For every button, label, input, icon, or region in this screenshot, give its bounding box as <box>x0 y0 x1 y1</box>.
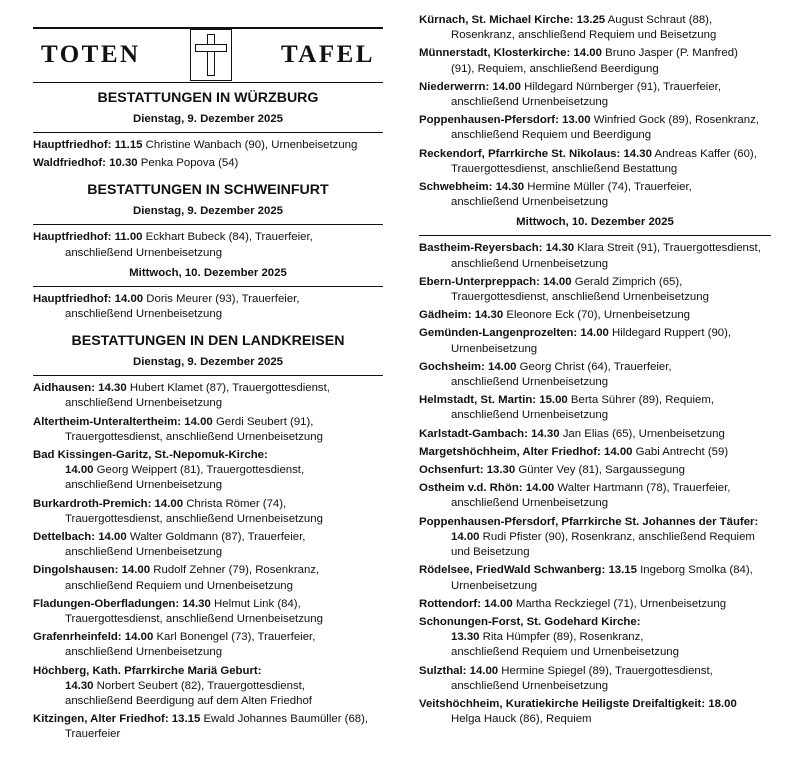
entry-place-time: Ebern-Unterpreppach: 14.00 <box>419 275 572 288</box>
section-heading-landkreise: BESTATTUNGEN IN DEN LANDKREISEN <box>71 333 345 350</box>
entry-place-time: Hauptfriedhof: 14.00 <box>33 292 144 305</box>
entry-place-time: Poppenhausen-Pfersdorf: 13.00 <box>419 114 591 127</box>
entry-text: Rudolf Zehner (79), Rosenkranz, <box>150 564 320 577</box>
date-heading: Mittwoch, 10. Dezember 2025 <box>33 264 383 287</box>
entry-continuation <box>33 679 383 694</box>
entry-place-time: Reckendorf, Pfarrkirche St. Nikolaus: 14.30 <box>419 147 652 160</box>
entry-text: anschließend Urnenbeisetzung <box>65 308 223 321</box>
date-heading: Mittwoch, 10. Dezember 2025 <box>419 213 771 236</box>
entry-text: Ingeborg Smolka (84), <box>636 564 753 577</box>
obituary-entry <box>419 463 771 478</box>
section-heading-schweinfurt: BESTATTUNGEN IN SCHWEINFURT <box>87 182 329 199</box>
obituary-entry <box>419 563 771 593</box>
entry-time: 14.30 <box>65 679 94 692</box>
section-heading-wuerzburg: BESTATTUNGEN IN WÜRZBURG <box>97 90 319 106</box>
entry-text: Eleonore Eck (70), Urnenbeisetzung <box>503 309 690 322</box>
entry-place-time: Dingolshausen: 14.00 <box>33 564 151 577</box>
entry-continuation <box>419 28 771 43</box>
entry-place-time: Gochsheim: 14.00 <box>419 360 517 373</box>
entry-place-time: Gemünden-Langenprozelten: 14.00 <box>419 327 609 340</box>
entry-place-time: Margetshöchheim, Alter Friedhof: 14.00 <box>419 445 633 458</box>
entry-text: Ewald Johannes Baumüller (68), <box>200 713 369 726</box>
entry-text: anschließend Urnenbeisetzung <box>65 246 223 259</box>
entry-time: 14.00 <box>451 530 480 543</box>
entry-text: anschließend Urnenbeisetzung <box>451 376 609 389</box>
entry-text: anschließend Urnenbeisetzung <box>65 546 223 559</box>
obituary-entry <box>33 448 383 494</box>
obituary-entry <box>419 13 771 43</box>
entry-text: Klara Streit (91), Trauergottesdienst, <box>574 242 761 255</box>
entry-text: Karl Bonengel (73), Trauerfeier, <box>153 631 316 644</box>
entry-continuation <box>33 463 383 478</box>
obituary-entry <box>419 697 771 727</box>
entry-continuation <box>419 162 771 177</box>
obituary-entry <box>33 664 383 710</box>
entry-continuation <box>419 290 771 305</box>
entry-text: anschließend Urnenbeisetzung <box>451 497 609 510</box>
obituary-entry <box>33 630 383 660</box>
entry-place-time: Veitshöchheim, Kuratiekirche Heiligste Dreifaltigkeit: 18.00 <box>419 697 737 710</box>
entry-text: anschließend Urnenbeisetzung <box>65 646 223 659</box>
obituary-entry <box>33 530 383 560</box>
entry-text: Hubert Klamet (87), Trauergottesdienst, <box>126 382 330 395</box>
entry-continuation <box>33 430 383 445</box>
entry-text: Christine Wanbach (90), Urnenbeisetzung <box>142 139 358 151</box>
obituary-entry <box>419 360 771 390</box>
entry-place-time: Hauptfriedhof: 11.00 <box>33 231 143 244</box>
entry-text: Hermine Spiegel (89), Trauergottesdienst, <box>498 664 713 677</box>
entry-time: 14.00 <box>65 464 94 477</box>
obituary-entry <box>419 80 771 110</box>
entry-text: Helmut Link (84), <box>210 597 301 610</box>
date-heading: Dienstag, 9. Dezember 2025 <box>33 110 383 133</box>
obituary-entry <box>33 563 383 593</box>
entry-place-time: Burkardroth-Premich: 14.00 <box>33 497 184 510</box>
cross-icon <box>190 29 232 81</box>
entry-text: Trauergottesdienst, anschließend Urnenbeisetzung <box>65 512 323 525</box>
entry-continuation <box>419 679 771 694</box>
entry-continuation <box>33 246 383 261</box>
entry-text: Trauergottesdienst, anschließend Urnenbeisetzung <box>451 291 709 304</box>
entry-text: Winfried Gock (89), Rosenkranz, <box>590 114 759 127</box>
entry-text: anschließend Requiem und Urnenbeisetzung <box>65 579 293 592</box>
entry-continuation <box>33 579 383 594</box>
entry-place-time: Fladungen-Oberfladungen: 14.30 <box>33 597 211 610</box>
entry-continuation <box>419 375 771 390</box>
entry-text: Georg Christ (64), Trauerfeier, <box>516 360 672 373</box>
entry-place-time: Schonungen-Forst, St. Godehard Kirche: <box>419 615 641 628</box>
obituary-entry <box>33 156 383 171</box>
entry-place-time: Gädheim: 14.30 <box>419 309 504 322</box>
entry-continuation <box>419 530 771 545</box>
obituary-entry <box>419 615 771 661</box>
entry-continuation <box>419 342 771 357</box>
masthead-rule-bottom <box>33 82 383 84</box>
entry-time: 13.30 <box>451 631 480 644</box>
entry-list-landkreise-right-2 <box>419 241 771 727</box>
entry-place-time: Sulzthal: 14.00 <box>419 664 499 677</box>
entry-continuation <box>419 496 771 511</box>
entry-continuation <box>33 645 383 660</box>
entry-text: anschließend Requiem und Beerdigung <box>451 129 652 142</box>
entry-place-time: Altertheim-Unteraltertheim: 14.00 <box>33 415 213 428</box>
entry-text: Bruno Jasper (P. Manfred) <box>601 47 738 60</box>
entry-continuation <box>419 579 771 594</box>
entry-continuation <box>419 630 771 645</box>
obituary-entry <box>419 427 771 442</box>
masthead-word-left: TOTEN <box>33 47 149 62</box>
entry-text: Norbert Seubert (82), Trauergottesdienst, <box>93 679 305 692</box>
entry-place-time: Höchberg, Kath. Pfarrkirche Mariä Geburt: <box>33 664 262 677</box>
entry-list-schweinfurt-2 <box>33 292 383 322</box>
entry-text: Penka Popova (54) <box>137 157 239 170</box>
obituary-entry <box>419 597 771 612</box>
entry-continuation: anschließend Beerdigung auf dem Alten Friedhof <box>65 695 312 708</box>
obituary-entry <box>419 481 771 511</box>
entry-place-time: Ochsenfurt: 13.30 <box>419 464 516 477</box>
entry-continuation: anschließend Urnenbeisetzung <box>65 479 223 492</box>
entry-text: Andreas Kaffer (60), <box>651 147 757 160</box>
obituary-entry <box>419 241 771 271</box>
obituary-entry <box>33 230 383 260</box>
entry-continuation <box>33 396 383 411</box>
entry-text: Trauergottesdienst, anschließend Urnenbeisetzung <box>65 613 323 626</box>
entry-text: Eckhart Bubeck (84), Trauerfeier, <box>142 231 313 244</box>
entry-text: Doris Meurer (93), Trauerfeier, <box>143 292 300 305</box>
entry-text: Rita Hümpfer (89), Rosenkranz, <box>479 631 644 644</box>
entry-text: anschließend Urnenbeisetzung <box>65 397 223 410</box>
obituary-entry <box>419 147 771 177</box>
entry-continuation <box>419 712 771 727</box>
entry-text: Georg Weippert (81), Trauergottesdienst, <box>93 464 305 477</box>
obituary-entry <box>419 393 771 423</box>
entry-place-time: Kürnach, St. Michael Kirche: 13.25 <box>419 14 606 26</box>
entry-continuation <box>419 128 771 143</box>
entry-text: Trauergottesdienst, anschließend Urnenbeisetzung <box>65 430 323 443</box>
entry-text: anschließend Urnenbeisetzung <box>451 679 609 692</box>
masthead-word-right: TAFEL <box>273 47 383 62</box>
entry-list-schweinfurt-1 <box>33 230 383 260</box>
entry-text: Hermine Müller (74), Trauerfeier, <box>524 181 692 194</box>
entry-place-time: Karlstadt-Gambach: 14.30 <box>419 427 560 440</box>
masthead <box>33 24 383 86</box>
entry-place-time: Aidhausen: 14.30 <box>33 382 127 395</box>
entry-text: Gabi Antrecht (59) <box>632 445 729 458</box>
entry-text: Christa Römer (74), <box>183 497 287 510</box>
entry-text: Hildegard Nürnberger (91), Trauerfeier, <box>520 80 722 93</box>
entry-text: anschließend Urnenbeisetzung <box>451 96 609 109</box>
entry-text: Rosenkranz, anschließend Requiem und Beisetzung <box>451 29 717 42</box>
entry-place-time: Rottendorf: 14.00 <box>419 597 513 610</box>
entry-place-time: Hauptfriedhof: 11.15 <box>33 139 143 151</box>
entry-continuation <box>419 62 771 77</box>
entry-text: Martha Reckziegel (71), Urnenbeisetzung <box>512 597 727 610</box>
entry-text: Gerdi Seubert (91), <box>212 415 314 428</box>
entry-continuation <box>419 95 771 110</box>
obituary-entry <box>419 275 771 305</box>
entry-continuation <box>33 727 383 742</box>
entry-place-time: Bastheim-Reyersbach: 14.30 <box>419 242 575 255</box>
entry-continuation <box>419 257 771 272</box>
obituary-entry <box>419 308 771 323</box>
entry-text: Trauerfeier <box>65 728 121 741</box>
obituary-entry <box>33 415 383 445</box>
entry-place-time: Poppenhausen-Pfersdorf, Pfarrkirche St. Johannes der Täufer: <box>419 515 759 528</box>
entry-text: anschließend Urnenbeisetzung <box>451 196 609 209</box>
obituary-entry <box>33 712 383 742</box>
entry-text: Günter Vey (81), Sargaussegung <box>515 464 685 477</box>
entry-place-time: Münnerstadt, Klosterkirche: 14.00 <box>419 47 602 60</box>
entry-place-time: Waldfriedhof: 10.30 <box>33 157 138 170</box>
left-column <box>33 0 383 746</box>
entry-continuation <box>419 408 771 423</box>
entry-text: Urnenbeisetzung <box>451 579 538 592</box>
entry-text: Gerald Zimprich (65), <box>571 275 683 288</box>
entry-text: anschließend Urnenbeisetzung <box>451 257 609 270</box>
entry-place-time: Rödelsee, FriedWald Schwanberg: 13.15 <box>419 564 637 577</box>
date-heading: Dienstag, 9. Dezember 2025 <box>33 353 383 376</box>
entry-place-time: Bad Kissingen-Garitz, St.-Nepomuk-Kirche: <box>33 449 268 462</box>
obituary-entry <box>419 180 771 210</box>
obituary-entry <box>419 46 771 76</box>
entry-list-landkreise-left <box>33 381 383 742</box>
entry-text: Jan Elias (65), Urnenbeisetzung <box>559 427 725 440</box>
entry-list-wuerzburg <box>33 138 383 171</box>
obituary-entry <box>33 381 383 411</box>
entry-place-time: Ostheim v.d. Rhön: 14.00 <box>419 482 555 495</box>
obituary-entry <box>419 326 771 356</box>
right-column <box>419 0 771 730</box>
entry-list-landkreise-right-1 <box>419 13 771 210</box>
entry-place-time: Grafenrheinfeld: 14.00 <box>33 631 154 644</box>
entry-text: Walter Hartmann (78), Trauerfeier, <box>554 482 731 495</box>
obituary-entry <box>33 292 383 322</box>
obituary-entry <box>33 497 383 527</box>
date-heading: Dienstag, 9. Dezember 2025 <box>33 202 383 225</box>
entry-text: Berta Sührer (89), Requiem, <box>567 394 715 407</box>
entry-place-time: Dettelbach: 14.00 <box>33 531 127 544</box>
obituary-entry <box>33 138 383 153</box>
obituary-entry <box>419 113 771 143</box>
entry-continuation <box>33 307 383 322</box>
obituary-entry <box>419 664 771 694</box>
entry-text: Helga Hauck (86), Requiem <box>451 713 592 726</box>
entry-continuation <box>33 545 383 560</box>
entry-text: August Schraut (88), <box>605 14 713 26</box>
entry-place-time: Schwebheim: 14.30 <box>419 181 525 194</box>
entry-continuation <box>33 612 383 627</box>
obituary-entry <box>419 515 771 561</box>
obituary-entry <box>33 597 383 627</box>
entry-place-time: Helmstadt, St. Martin: 15.00 <box>419 394 568 407</box>
entry-place-time: Niederwerrn: 14.00 <box>419 80 521 93</box>
entry-text: Urnenbeisetzung <box>451 342 538 355</box>
entry-text: Trauergottesdienst, anschließend Bestattung <box>451 162 678 175</box>
entry-continuation <box>419 195 771 210</box>
entry-text: anschließend Urnenbeisetzung <box>451 409 609 422</box>
entry-continuation: und Beisetzung <box>451 546 530 559</box>
entry-text: Walter Goldmann (87), Trauerfeier, <box>126 531 306 544</box>
obituary-entry <box>419 445 771 460</box>
entry-place-time: Kitzingen, Alter Friedhof: 13.15 <box>33 713 201 726</box>
entry-continuation: anschließend Requiem und Urnenbeisetzung <box>451 646 679 659</box>
entry-text: Rudi Pfister (90), Rosenkranz, anschließend Requiem <box>479 530 755 543</box>
entry-continuation <box>33 512 383 527</box>
entry-text: Hildegard Ruppert (90), <box>608 327 732 340</box>
entry-text: (91), Requiem, anschließend Beerdigung <box>451 62 659 75</box>
